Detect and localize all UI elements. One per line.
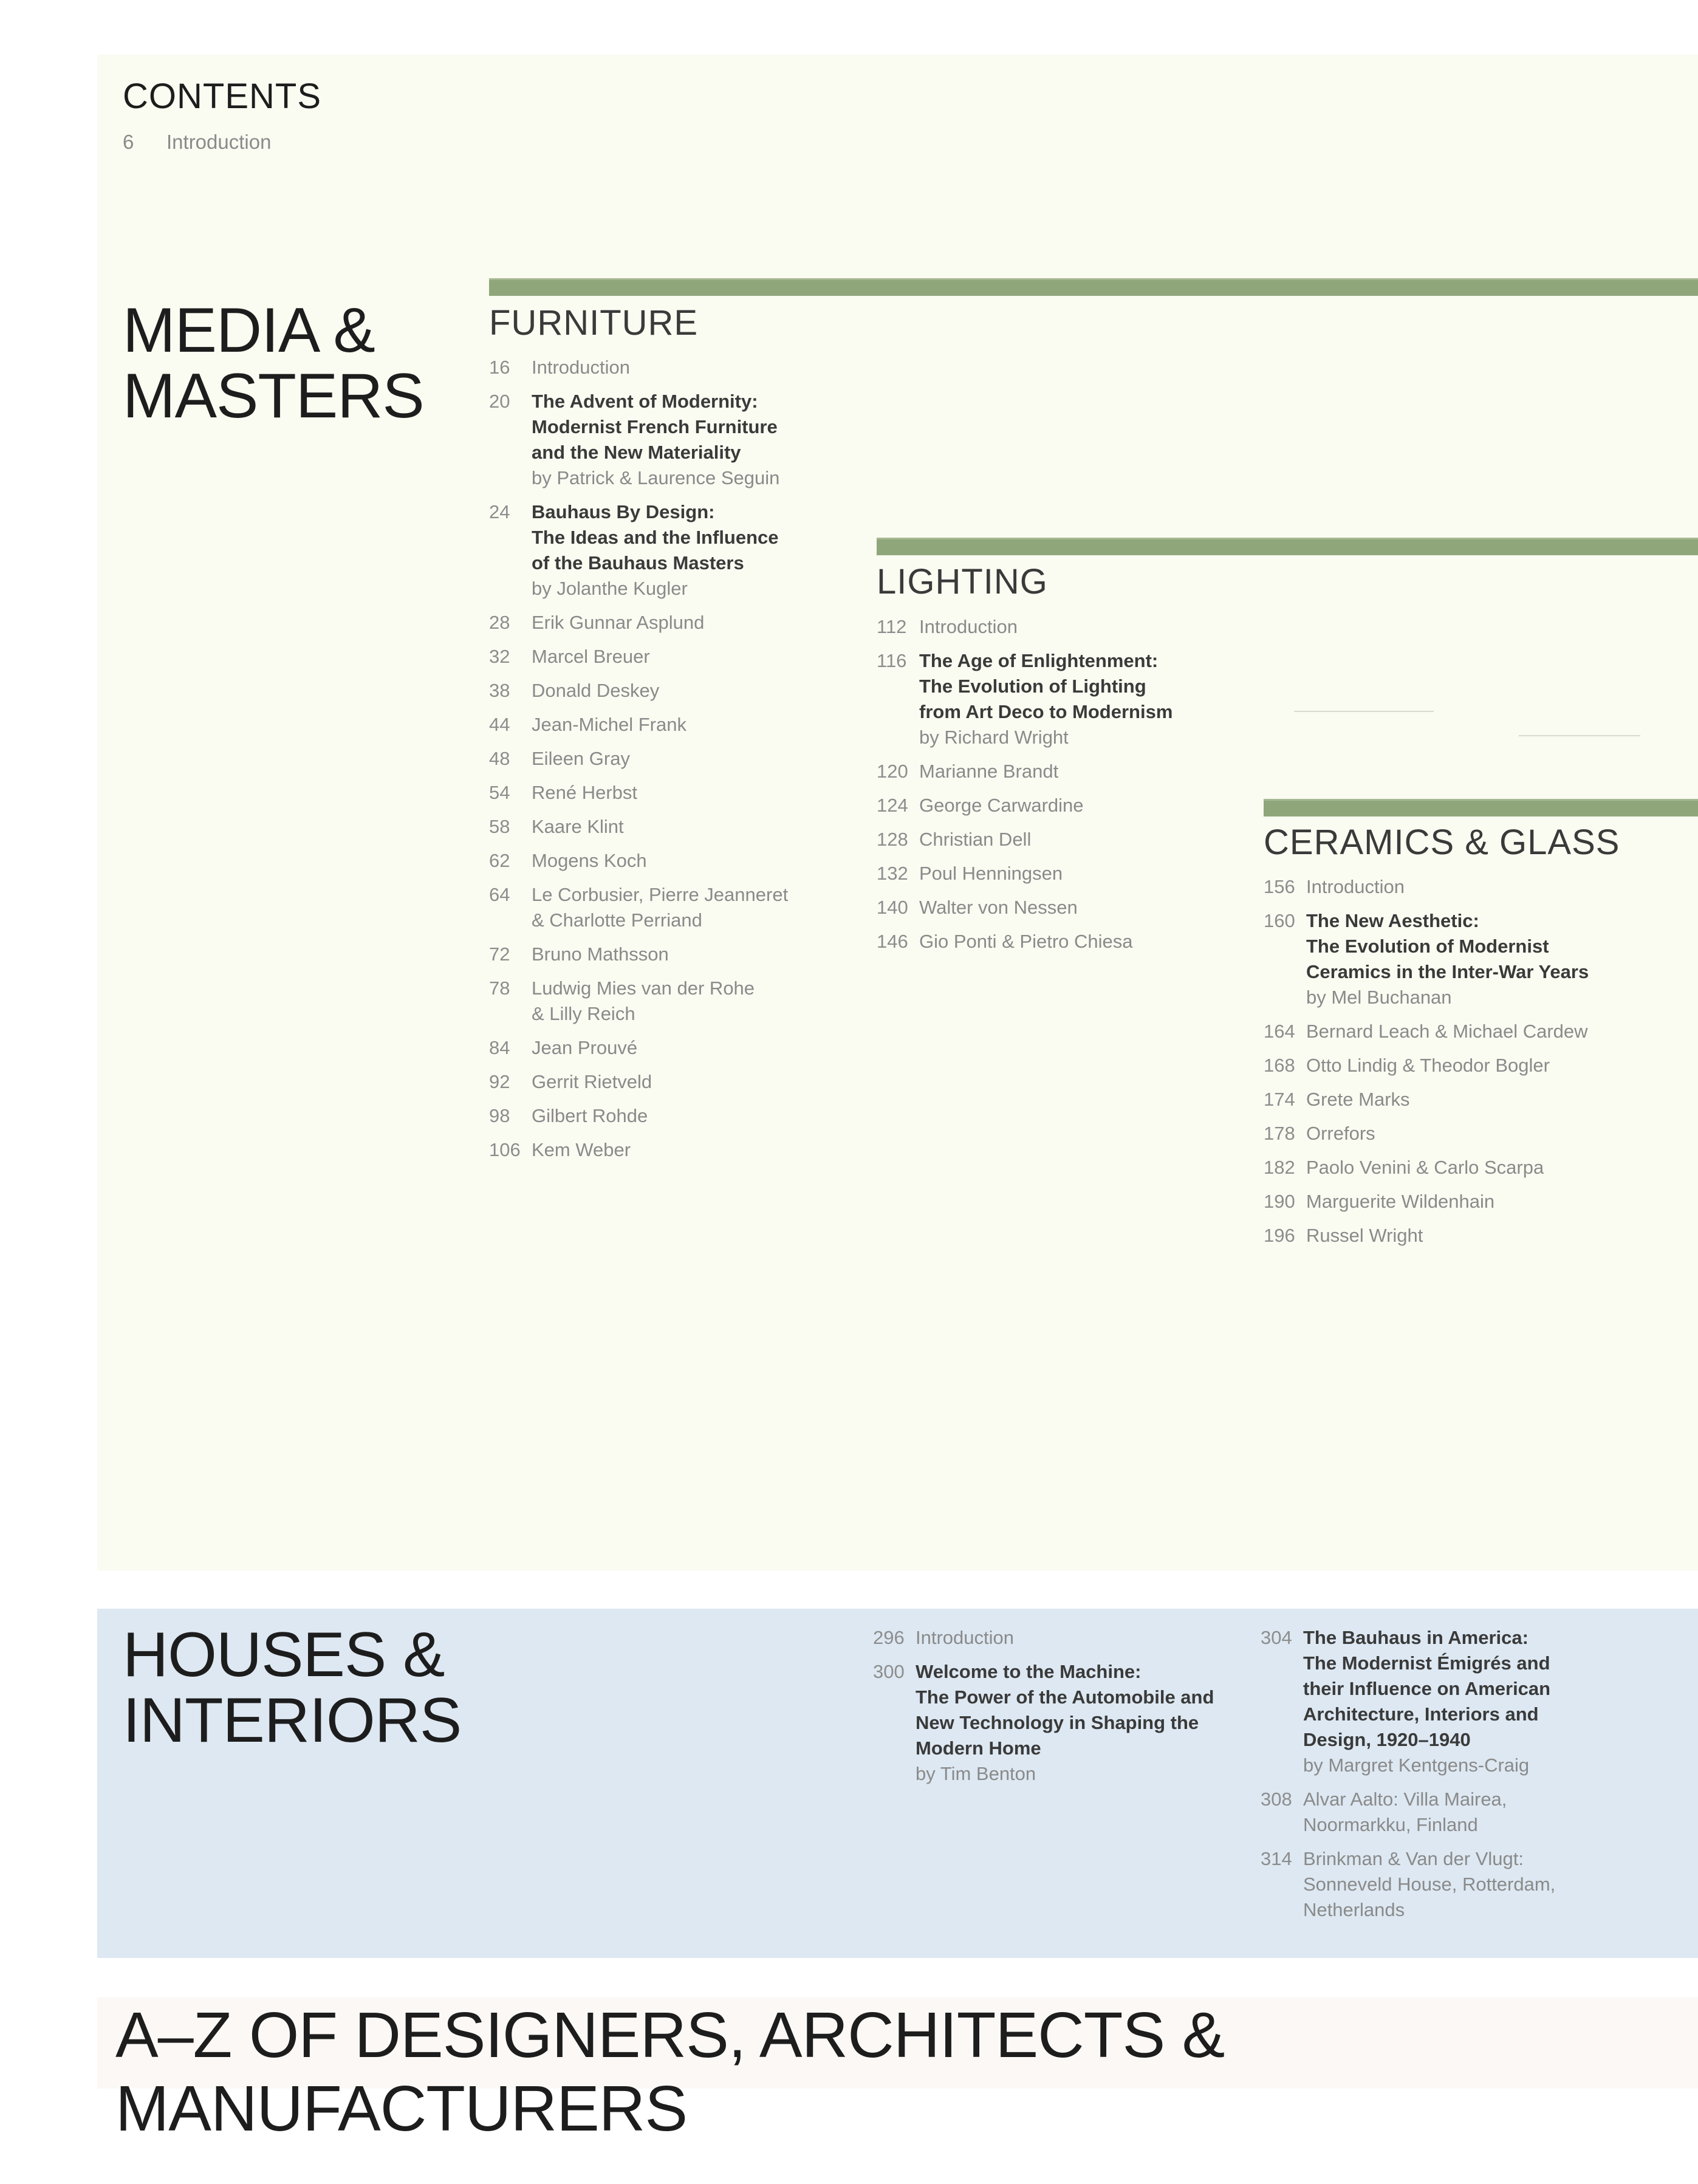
heading-line: INTERIORS xyxy=(123,1685,462,1756)
heading-line: MEDIA & xyxy=(123,295,375,366)
page-number: 106 xyxy=(489,1139,521,1160)
entry-title xyxy=(532,389,829,491)
essay-author: by Tim Benton xyxy=(916,1763,1036,1784)
toc-entry[interactable] xyxy=(1261,1846,1637,1923)
entry-title-line: Netherlands xyxy=(1303,1899,1405,1920)
page-number: 72 xyxy=(489,943,510,965)
toc-entry[interactable] xyxy=(1264,874,1640,900)
entry-title-line: Gilbert Rohde xyxy=(532,1105,648,1126)
entry-title xyxy=(1306,1087,1640,1112)
entry-title xyxy=(532,942,829,967)
toc-entry[interactable] xyxy=(877,861,1217,886)
entry-title-line: Le Corbusier, Pierre Jeanneret xyxy=(532,884,789,905)
entry-title-line: Noormarkku, Finland xyxy=(1303,1814,1478,1835)
toc-entry[interactable] xyxy=(877,793,1217,818)
toc-entry[interactable] xyxy=(1261,1787,1637,1838)
entry-title xyxy=(532,848,829,874)
toc-entry[interactable] xyxy=(877,895,1217,920)
page-number: 24 xyxy=(489,501,510,522)
entry-title xyxy=(532,1035,829,1061)
entry-title xyxy=(919,614,1217,640)
entry-title xyxy=(919,861,1217,886)
entry-title-line: Introduction xyxy=(916,1627,1014,1648)
toc-entry[interactable] xyxy=(489,1069,829,1095)
entry-title xyxy=(919,648,1217,750)
page-number: 308 xyxy=(1261,1789,1292,1810)
furniture-toc xyxy=(489,355,829,1171)
page-number: 84 xyxy=(489,1037,510,1058)
furniture-section-bar xyxy=(489,278,1698,296)
ceramics-toc xyxy=(1264,874,1640,1257)
entry-title-line: George Carwardine xyxy=(919,795,1084,816)
essay-title-line: The Advent of Modernity: xyxy=(532,391,758,412)
essay-author: by Patrick & Laurence Seguin xyxy=(532,467,780,488)
entry-title-line: Introduction xyxy=(919,616,1018,637)
page-number: 92 xyxy=(489,1071,510,1092)
entry-title xyxy=(532,678,829,703)
page-number: 146 xyxy=(877,931,908,952)
essay-title-line: Architecture, Interiors and xyxy=(1303,1703,1539,1725)
toc-entry[interactable] xyxy=(489,644,829,669)
entry-title-line: Kaare Klint xyxy=(532,816,624,837)
page-number: 164 xyxy=(1264,1021,1295,1042)
entry-title-line: Gerrit Rietveld xyxy=(532,1071,652,1092)
entry-title-line: Sonneveld House, Rotterdam, xyxy=(1303,1874,1556,1895)
page-number: 304 xyxy=(1261,1627,1292,1648)
toc-entry[interactable] xyxy=(1264,1121,1640,1146)
entry-title-line: Christian Dell xyxy=(919,829,1032,850)
decorative-rule xyxy=(1294,711,1434,712)
entry-title xyxy=(532,712,829,738)
essay-title-line: Design, 1920–1940 xyxy=(1303,1729,1471,1750)
entry-title-line: Mogens Koch xyxy=(532,850,647,871)
entry-title-line: Bruno Mathsson xyxy=(532,943,669,965)
entry-title xyxy=(532,355,829,380)
page-number: 62 xyxy=(489,850,510,871)
toc-entry[interactable] xyxy=(1264,1189,1640,1214)
entry-title xyxy=(1306,874,1640,900)
essay-author: by Richard Wright xyxy=(919,727,1069,748)
ceramics-section-bar xyxy=(1264,799,1698,816)
entry-title-line: Eileen Gray xyxy=(532,748,630,769)
entry-title xyxy=(532,882,829,933)
toc-entry[interactable] xyxy=(489,678,829,703)
toc-entry[interactable] xyxy=(489,882,829,933)
entry-title xyxy=(1306,1189,1640,1214)
furniture-section-title: FURNITURE xyxy=(489,303,699,343)
essay-title-line: from Art Deco to Modernism xyxy=(919,701,1173,722)
essay-title-line: The Power of the Automobile and xyxy=(916,1686,1214,1708)
entry-title xyxy=(1306,908,1640,1010)
toc-entry[interactable] xyxy=(489,355,829,380)
toc-entry[interactable] xyxy=(489,610,829,635)
entry-title-line: Bernard Leach & Michael Cardew xyxy=(1306,1021,1588,1042)
toc-entry[interactable] xyxy=(1264,1087,1640,1112)
toc-entry[interactable] xyxy=(1264,908,1640,1010)
toc-entry[interactable] xyxy=(873,1659,1238,1787)
page-number: 190 xyxy=(1264,1191,1295,1212)
entry-title-line: Paolo Venini & Carlo Scarpa xyxy=(1306,1157,1544,1178)
page-number: 38 xyxy=(489,680,510,701)
entry-title xyxy=(1303,1625,1637,1778)
heading-line: HOUSES & xyxy=(123,1620,445,1690)
entry-title-line: Gio Ponti & Pietro Chiesa xyxy=(919,931,1133,952)
entry-title-line: Jean-Michel Frank xyxy=(532,714,686,735)
entry-title-line: René Herbst xyxy=(532,782,638,803)
toc-entry[interactable] xyxy=(1264,1223,1640,1248)
page-number: 178 xyxy=(1264,1123,1295,1144)
entry-title xyxy=(532,780,829,806)
toc-entry[interactable] xyxy=(489,1103,829,1129)
toc-entry[interactable] xyxy=(489,499,829,601)
heading-line: MASTERS xyxy=(123,361,424,431)
page-number: 44 xyxy=(489,714,510,735)
essay-title-line: Welcome to the Machine: xyxy=(916,1661,1142,1682)
houses-toc-column-1 xyxy=(873,1625,1238,1795)
page-number: 168 xyxy=(1264,1055,1295,1076)
lighting-section-title: LIGHTING xyxy=(877,562,1048,601)
entry-title: Introduction xyxy=(166,131,272,153)
essay-title-line: The New Aesthetic: xyxy=(1306,910,1479,931)
page-number: 196 xyxy=(1264,1225,1295,1246)
entry-title xyxy=(916,1625,1238,1651)
toc-entry[interactable] xyxy=(877,929,1217,954)
toc-entry[interactable] xyxy=(877,614,1217,640)
page-number: 58 xyxy=(489,816,510,837)
page-number: 160 xyxy=(1264,910,1295,931)
essay-title-line: The Evolution of Modernist xyxy=(1306,936,1549,957)
entry-title xyxy=(916,1659,1238,1787)
essay-title-line: their Influence on American xyxy=(1303,1678,1551,1699)
media-masters-heading xyxy=(123,295,424,431)
entry-title-line: Erik Gunnar Asplund xyxy=(532,612,705,633)
essay-title-line: The Bauhaus in America: xyxy=(1303,1627,1529,1648)
essay-author: by Jolanthe Kugler xyxy=(532,578,688,599)
essay-title-line: and the New Materiality xyxy=(532,442,741,463)
entry-title-line: Jean Prouvé xyxy=(532,1037,638,1058)
entry-title-line: Orrefors xyxy=(1306,1123,1375,1144)
page-number: 54 xyxy=(489,782,510,803)
toc-entry[interactable] xyxy=(489,942,829,967)
entry-title-line: Introduction xyxy=(1306,876,1405,897)
page-number: 20 xyxy=(489,391,510,412)
entry-title-line: Marguerite Wildenhain xyxy=(1306,1191,1495,1212)
essay-title-line: The Age of Enlightenment: xyxy=(919,650,1159,671)
entry-title-line: Ludwig Mies van der Rohe xyxy=(532,977,755,999)
entry-title-line: Kem Weber xyxy=(532,1139,631,1160)
entry-title xyxy=(532,746,829,772)
toc-entry[interactable] xyxy=(489,848,829,874)
lighting-toc xyxy=(877,614,1217,963)
page-number: 128 xyxy=(877,829,908,850)
entry-title xyxy=(532,976,829,1027)
ceramics-section-title: CERAMICS & GLASS xyxy=(1264,823,1620,862)
entry-title xyxy=(532,644,829,669)
houses-interiors-heading xyxy=(123,1620,462,1756)
entry-title xyxy=(919,929,1217,954)
page-number: 120 xyxy=(877,761,908,782)
toc-entry[interactable] xyxy=(877,648,1217,750)
contents-intro-entry[interactable] xyxy=(123,131,271,154)
entry-title xyxy=(919,895,1217,920)
page-number: 116 xyxy=(877,650,907,671)
entry-title xyxy=(532,814,829,840)
entry-title-line: Otto Lindig & Theodor Bogler xyxy=(1306,1055,1550,1076)
decorative-rule xyxy=(1519,735,1640,736)
lighting-section-bar xyxy=(877,538,1698,555)
entry-title xyxy=(1306,1053,1640,1078)
essay-title-line: New Technology in Shaping the xyxy=(916,1712,1199,1733)
toc-entry[interactable] xyxy=(489,1137,829,1163)
essay-title-line: Ceramics in the Inter-War Years xyxy=(1306,961,1589,982)
toc-entry[interactable] xyxy=(489,976,829,1027)
page-number: 124 xyxy=(877,795,908,816)
toc-entry[interactable] xyxy=(873,1625,1238,1651)
entry-title xyxy=(919,827,1217,852)
entry-title-line: Poul Henningsen xyxy=(919,863,1063,884)
entry-title-line: & Lilly Reich xyxy=(532,1003,635,1024)
toc-entry[interactable] xyxy=(877,827,1217,852)
essay-title-line: The Evolution of Lighting xyxy=(919,676,1146,697)
entry-title-line: Introduction xyxy=(532,357,630,378)
page-number: 112 xyxy=(877,616,907,637)
page-number: 32 xyxy=(489,646,510,667)
entry-title xyxy=(532,1103,829,1129)
page-number: 300 xyxy=(873,1661,905,1682)
page-number: 6 xyxy=(123,131,134,153)
entry-title-line: Walter von Nessen xyxy=(919,897,1078,918)
entry-title-line: Marianne Brandt xyxy=(919,761,1059,782)
toc-entry[interactable] xyxy=(1264,1155,1640,1180)
toc-entry[interactable] xyxy=(1264,1019,1640,1044)
page-number: 132 xyxy=(877,863,908,884)
entry-title-line: Marcel Breuer xyxy=(532,646,650,667)
essay-title-line: The Modernist Émigrés and xyxy=(1303,1652,1550,1674)
essay-title-line: of the Bauhaus Masters xyxy=(532,552,744,573)
entry-title-line: Grete Marks xyxy=(1306,1089,1410,1110)
page-number: 296 xyxy=(873,1627,905,1648)
entry-title-line: Alvar Aalto: Villa Mairea, xyxy=(1303,1789,1507,1810)
page-number: 314 xyxy=(1261,1848,1292,1869)
entry-title xyxy=(1303,1846,1637,1923)
toc-entry[interactable] xyxy=(489,780,829,806)
entry-title xyxy=(1306,1155,1640,1180)
page-number: 174 xyxy=(1264,1089,1295,1110)
page-number: 48 xyxy=(489,748,510,769)
entry-title-line: Donald Deskey xyxy=(532,680,660,701)
entry-title xyxy=(532,499,829,601)
entry-title-line: Russel Wright xyxy=(1306,1225,1423,1246)
essay-author: by Mel Buchanan xyxy=(1306,987,1452,1008)
entry-title xyxy=(532,1069,829,1095)
contents-heading: CONTENTS xyxy=(123,77,321,116)
entry-title xyxy=(919,793,1217,818)
page-number: 156 xyxy=(1264,876,1295,897)
entry-title xyxy=(1306,1223,1640,1248)
page-number: 64 xyxy=(489,884,510,905)
toc-entry[interactable] xyxy=(489,814,829,840)
page-number: 140 xyxy=(877,897,908,918)
page-number: 98 xyxy=(489,1105,510,1126)
essay-author: by Margret Kentgens-Craig xyxy=(1303,1754,1530,1776)
toc-entry[interactable] xyxy=(489,389,829,491)
page-number: 78 xyxy=(489,977,510,999)
entry-title xyxy=(1303,1787,1637,1838)
entry-title xyxy=(1306,1019,1640,1044)
toc-entry[interactable] xyxy=(1261,1625,1637,1778)
houses-toc-column-2 xyxy=(1261,1625,1637,1931)
entry-title xyxy=(1306,1121,1640,1146)
essay-title-line: Modern Home xyxy=(916,1737,1041,1759)
essay-title-line: Bauhaus By Design: xyxy=(532,501,715,522)
essay-title-line: The Ideas and the Influence xyxy=(532,527,779,548)
page-number: 16 xyxy=(489,357,510,378)
entry-title xyxy=(919,759,1217,784)
toc-entry[interactable] xyxy=(489,712,829,738)
entry-title xyxy=(532,610,829,635)
az-section-heading: A–Z OF DESIGNERS, ARCHITECTS & MANUFACTURERS xyxy=(115,1999,1225,2145)
page-number: 28 xyxy=(489,612,510,633)
entry-title-line: & Charlotte Perriand xyxy=(532,909,702,931)
page-number: 182 xyxy=(1264,1157,1295,1178)
toc-entry[interactable] xyxy=(877,759,1217,784)
entry-title xyxy=(532,1137,829,1163)
entry-title-line: Brinkman & Van der Vlugt: xyxy=(1303,1848,1524,1869)
essay-title-line: Modernist French Furniture xyxy=(532,416,778,437)
toc-entry[interactable] xyxy=(489,746,829,772)
toc-entry[interactable] xyxy=(1264,1053,1640,1078)
toc-entry[interactable] xyxy=(489,1035,829,1061)
